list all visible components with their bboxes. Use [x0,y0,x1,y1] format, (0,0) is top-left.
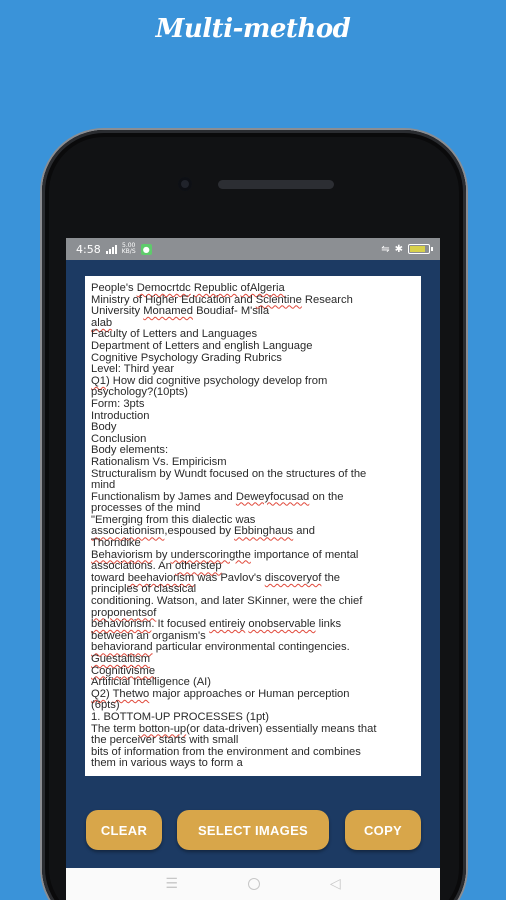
home-icon[interactable] [248,878,260,890]
menu-icon[interactable]: ☰ [165,876,178,892]
misspelled-word: Republic [193,282,238,294]
misspelled-word: Behaviorism [91,548,153,561]
signal-bars-icon [106,245,117,254]
text-segment: University [91,305,144,318]
text-segment: Thorndike [91,537,141,550]
text-segment: (6pts) [91,699,120,712]
net-speed [122,243,136,255]
text-line [91,411,415,423]
text-segment: ,espoused by [164,525,235,538]
misspelled-word: behaviorand [91,641,153,654]
navigation-bar [66,868,440,900]
text-segment: People's [91,282,137,294]
recognized-text-area[interactable] [85,276,421,776]
text-segment: bits of information from the environment and combines [91,745,361,758]
text-segment: mind [91,479,116,492]
text-segment: was Pavlov's [194,571,265,584]
text-segment: by [152,548,171,561]
text-segment: (or data-driven) essentially means that [186,722,377,735]
misspelled-word: otherstep [174,560,222,573]
select-images-button[interactable]: SELECT IMAGES [177,810,329,850]
text-segment: ) [105,687,113,700]
text-segment: psychology?(10pts) [91,386,189,399]
text-segment: The term [91,722,139,735]
bluetooth-icon: ✱ [394,243,403,255]
misspelled-word: onobservable [248,618,316,631]
text-segment: 1. BOTTOM-UP PROCESSES (1pt) [91,710,270,723]
text-segment: ) How did cognitive psychology develop from [105,374,328,387]
text-segment: major approaches or Human perception [149,687,350,700]
text-segment: Structuralism by Wundt focused on the structures of the [91,467,367,480]
copy-button[interactable]: COPY [345,810,421,850]
text-segment: processes of the mind [91,502,201,515]
misspelled-word: Scientine [255,293,302,306]
net-speed-unit: KB/S [121,248,136,255]
text-segment: Body elements: [91,444,169,457]
battery-fill [410,246,425,252]
text-segment: them in various ways to form a [91,757,243,770]
text-segment: Conclusion [91,432,147,445]
misspelled-word: proponentsof [91,606,157,619]
text-segment: the [321,571,341,584]
misspelled-word: underscoringthe [170,548,251,561]
text-segment: Faculty of Letters and Languages [91,328,258,341]
misspelled-word: Ebbinghaus [234,525,294,538]
vibrate-icon: ⇋ [381,243,390,255]
status-time: 4:58 [76,242,101,256]
misspelled-word: Guestaltism [91,653,151,665]
text-segment: particular environmental contingencies. [152,641,350,654]
front-camera-icon [178,177,192,191]
text-segment: principles of classical [91,583,197,596]
app-screen [66,238,440,900]
misspelled-word: discoveryof [264,571,322,584]
misspelled-word: Q2 [91,687,106,700]
text-segment: Rationalism Vs. Empiricism [91,455,227,468]
text-segment: between an organism's [91,629,206,642]
misspelled-word: associationism [91,525,165,538]
battery-icon [408,244,430,254]
text-segment: Level: Third year [91,363,175,376]
app-notification-icon: ● [141,244,152,255]
text-segment: importance of mental [250,548,359,561]
status-left [76,243,152,256]
headline: Multi-method [155,14,351,44]
misspelled-word: botton-up [138,722,187,735]
text-segment: Boudiaf- M'sila [192,305,270,318]
text-segment: Form: 3pts [91,397,145,410]
misspelled-word: behaviorism [91,618,152,631]
text-segment: Artificial Intelligence (AI) [91,676,211,689]
misspelled-word: Deweyfocusad [235,490,310,503]
misspelled-word: Q1 [91,374,106,387]
back-icon[interactable]: ◁ [329,876,341,892]
misspelled-word: entireiy [209,618,246,631]
status-right [381,244,430,255]
text-segment: links [315,618,342,631]
text-segment: Cognitive Psychology Grading Rubrics [91,351,282,364]
text-segment: Body [91,421,117,434]
text-segment: associations. An [91,560,175,573]
net-speed-value: 5.00 [122,242,136,249]
text-segment: Introduction [91,409,150,422]
text-segment: and [293,525,315,538]
misspelled-word: Monamed [143,305,193,318]
misspelled-word: Thetwo [112,687,150,700]
status-bar [66,238,440,260]
speaker-grille [218,180,334,189]
text-segment: . It focused [151,618,210,631]
text-segment: Ministry of Higher Education and [91,293,256,306]
text-segment: Department of Letters and english Language [91,339,313,352]
text-segment: the perceiver starts with small [91,734,239,747]
text-line [91,758,415,770]
text-line [91,469,415,481]
text-line [91,689,415,701]
text-segment: Research [301,293,353,306]
clear-button[interactable]: CLEAR [86,810,162,850]
text-line [91,306,415,318]
misspelled-word: beehaviorism [127,571,195,584]
misspelled-word: Cognitivisme [91,664,156,677]
text-segment: toward [91,571,128,584]
text-segment: on the [309,490,344,503]
text-segment: conditioning. Watson, and later SKinner, were the chief [91,595,363,608]
misspelled-word: alab [91,316,113,329]
misspelled-word: Democrtdc [136,282,191,294]
text-segment: Functionalism by James and [91,490,236,503]
misspelled-word: ofAlgeria [240,282,285,294]
text-segment: "Emerging from this dialectic was [91,513,256,526]
